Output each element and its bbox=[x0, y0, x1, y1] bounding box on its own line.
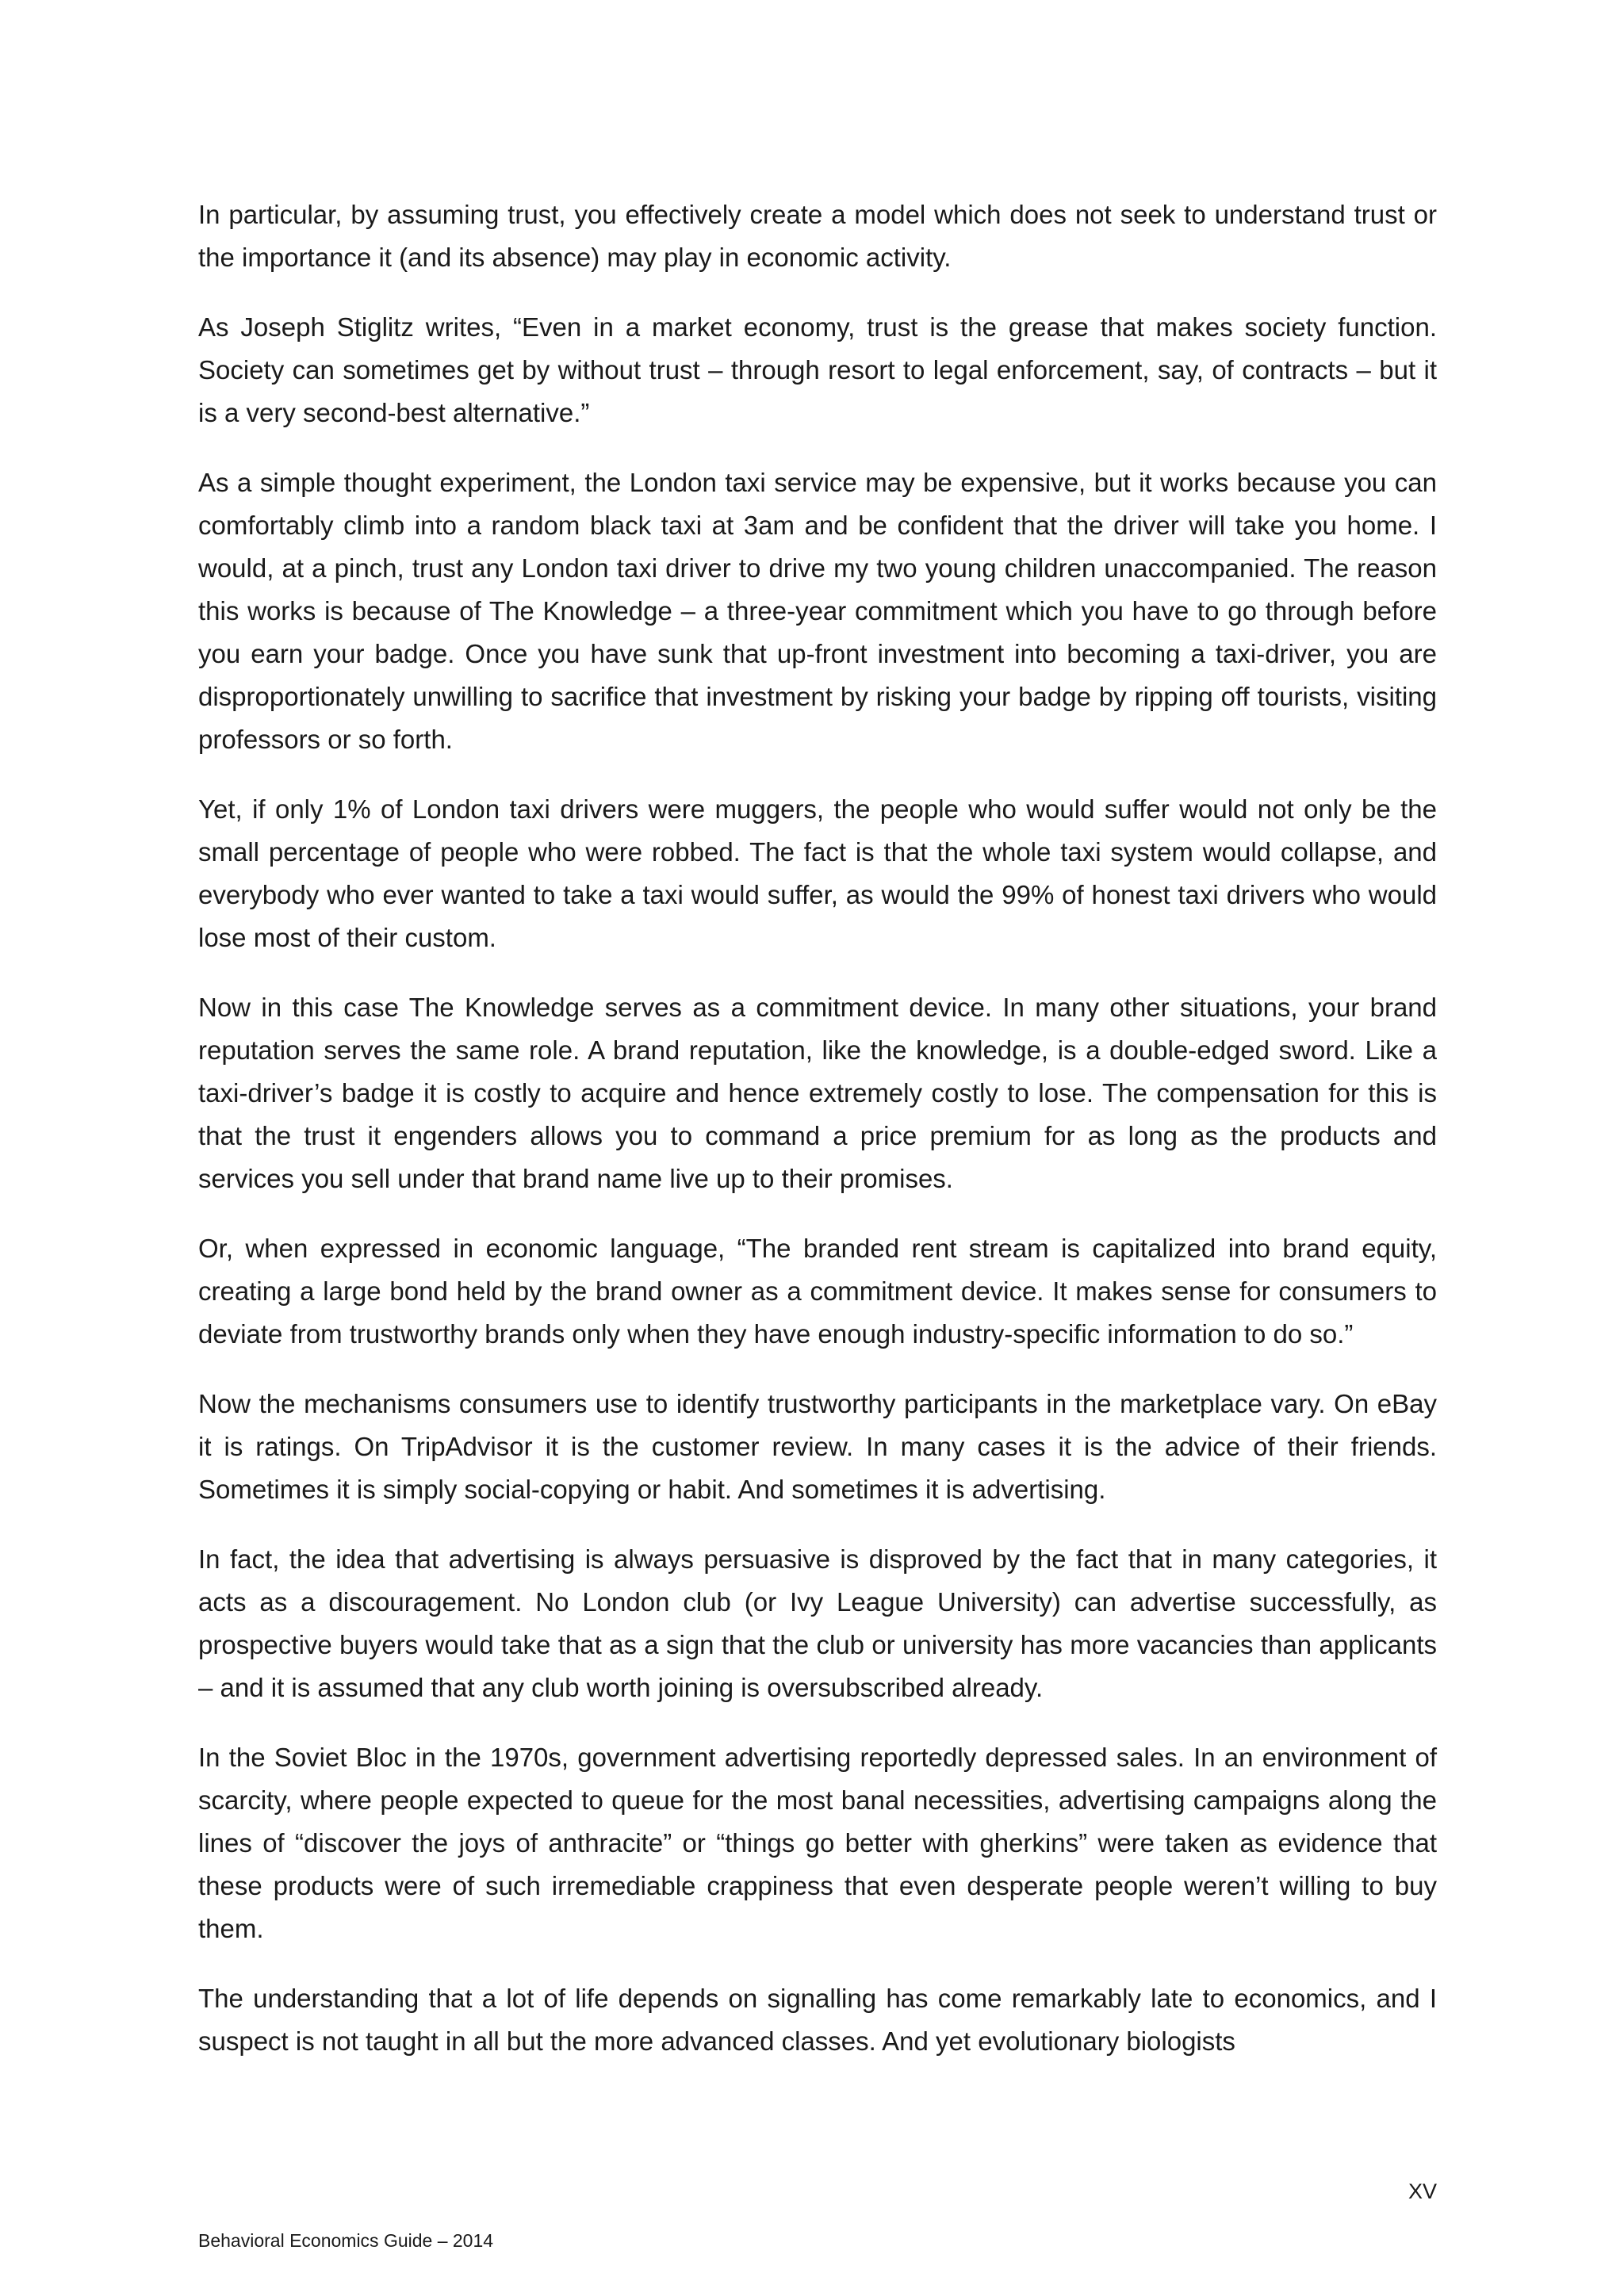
paragraph-4: Yet, if only 1% of London taxi drivers were muggers, the people who would suffer would not only be the small percentage of people who were robbed. The fact is that the whole taxi system would collapse, and everybody who ever wanted to take a taxi would suffer, as would the 99% of honest taxi drivers who would lose most of their custom. bbox=[198, 794, 1437, 952]
footer-text: Behavioral Economics Guide – 2014 bbox=[198, 2230, 494, 2251]
paragraph-8: In fact, the idea that advertising is always persuasive is disproved by the fact that in many categories, it acts as a discouragement. No London club (or Ivy League University) can advertise successfully, as prospective buyers would take that as a sign that the club or university has more vacancies than applicants – and it is assumed that any club worth joining is oversubscribed already. bbox=[198, 1544, 1437, 1702]
paragraph-5: Now in this case The Knowledge serves as a commitment device. In many other situations, your brand reputation serves the same role. A brand reputation, like the knowledge, is a double-edged sword. Like a taxi-driver’s badge it is costly to acquire and hence extremely costly to lose. The compensation for this is that the trust it engenders allows you to command a price premium for as long as the products and services you sell under that brand name live up to their promises. bbox=[198, 993, 1437, 1193]
paragraph-7: Now the mechanisms consumers use to identify trustworthy participants in the marketplace vary. On eBay it is ratings. On TripAdvisor it is the customer review. In many cases it is the advice of their friends. Sometimes it is simply social-copying or habit. And sometimes it is advertising. bbox=[198, 1389, 1437, 1504]
paragraph-3: As a simple thought experiment, the London taxi service may be expensive, but it works because you can comfortably climb into a random black taxi at 3am and be confident that the driver will take you home. I would, at a pinch, trust any London taxi driver to drive my two young children unaccompanied. The reason this works is because of The Knowledge – a three-year commitment which you have to go through before you earn your badge. Once you have sunk that up-front investment into becoming a taxi-driver, you are disproportionately unwilling to sacrifice that investment by risking your badge by ripping off tourists, visiting professors or so forth. bbox=[198, 468, 1437, 754]
paragraph-2: As Joseph Stiglitz writes, “Even in a market economy, trust is the grease that makes society function. Society can sometimes get by without trust – through resort to legal enforcement, say, of contracts – but it is a very second-best alternative.” bbox=[198, 312, 1437, 427]
paragraph-6: Or, when expressed in economic language, “The branded rent stream is capitalized into brand equity, creating a large bond held by the brand owner as a commitment device. It makes sense for consumers to deviate from trustworthy brands only when they have enough industry-specific information to do so.” bbox=[198, 1234, 1437, 1349]
paragraph-10: The understanding that a lot of life depends on signalling has come remarkably late to economics, and I suspect is not taught in all but the more advanced classes. And yet evolutionary biologists bbox=[198, 1984, 1437, 2056]
paragraph-9: In the Soviet Bloc in the 1970s, government advertising reportedly depressed sales. In an environment of scarcity, where people expected to queue for the most banal necessities, advertising campaigns along the lines of “discover the joys of anthracite” or “things go better with gherkins” were taken as evidence that these products were of such irremediable crappiness that even desperate people weren’t willing to buy them. bbox=[198, 1743, 1437, 1943]
body-text bbox=[198, 193, 1437, 2090]
paragraph-1: In particular, by assuming trust, you effectively create a model which does not seek to understand trust or the importance it (and its absence) may play in economic activity. bbox=[198, 200, 1437, 272]
page-number: XV bbox=[1408, 2179, 1437, 2203]
